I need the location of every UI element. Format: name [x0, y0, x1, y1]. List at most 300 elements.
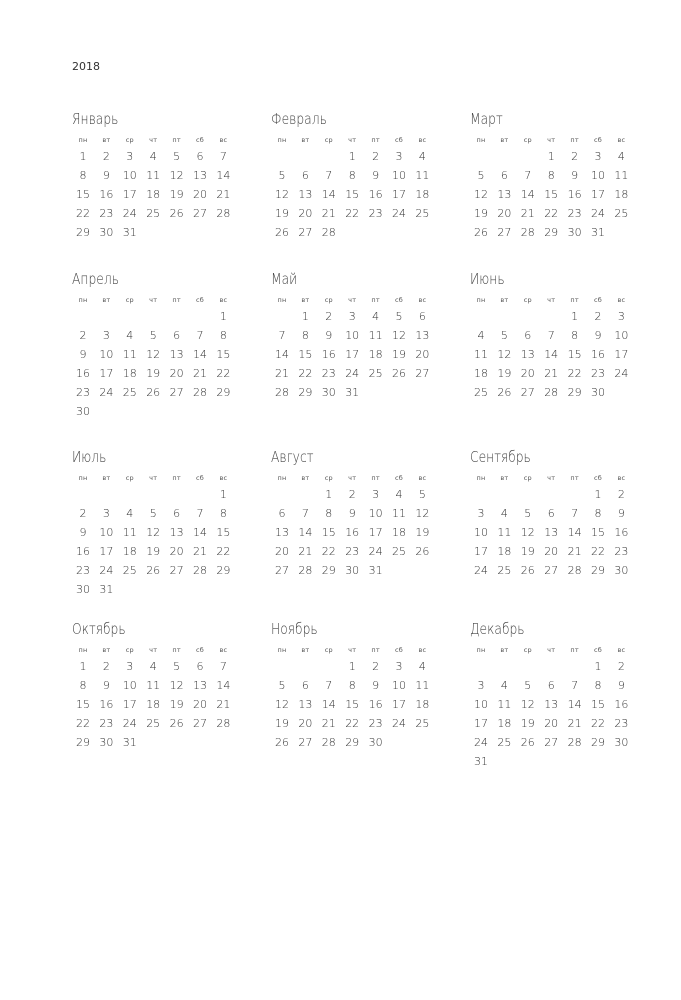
day-cell: 12	[520, 698, 535, 711]
day-cell: 18	[614, 188, 629, 201]
day-cell: 8	[79, 169, 87, 182]
day-cell: 17	[614, 348, 629, 361]
day-cell: 9	[79, 526, 87, 539]
day-cell: 17	[392, 188, 406, 201]
weekday-header: пт	[371, 474, 380, 482]
day-cell: 7	[325, 679, 333, 692]
weekday-header: пн	[78, 646, 88, 654]
day-cell: 20	[275, 545, 289, 558]
weekday-header: пн	[476, 646, 486, 654]
day-cell: 14	[321, 698, 336, 711]
day-cell: 2	[372, 660, 380, 673]
month-days	[271, 290, 439, 410]
day-cell: 14	[520, 188, 535, 201]
day-cell: 29	[216, 386, 231, 399]
day-cell: 23	[614, 717, 629, 730]
day-cell: 23	[567, 207, 582, 220]
month-days	[470, 290, 638, 410]
day-cell: 27	[275, 564, 289, 577]
day-cell: 5	[278, 169, 286, 182]
day-cell: 22	[216, 545, 231, 558]
day-cell: 2	[617, 488, 625, 501]
day-cell: 25	[497, 564, 512, 577]
day-cell: 5	[524, 507, 532, 520]
day-cell: 7	[219, 150, 227, 163]
day-cell: 23	[368, 207, 383, 220]
weekday-header: сб	[594, 646, 602, 654]
day-cell: 25	[146, 207, 161, 220]
day-cell: 14	[567, 698, 582, 711]
day-cell: 28	[520, 226, 535, 239]
day-cell: 9	[617, 679, 625, 692]
day-cell: 29	[567, 386, 582, 399]
day-cell: 30	[76, 405, 90, 418]
day-cell: 22	[345, 207, 360, 220]
day-cell: 1	[219, 310, 227, 323]
weekday-header: вс	[617, 136, 626, 144]
day-cell: 3	[102, 329, 110, 342]
weekday-header: чт	[547, 296, 556, 304]
day-cell: 9	[325, 329, 333, 342]
day-cell: 3	[395, 150, 403, 163]
month-name: Декабрь	[470, 620, 525, 638]
day-cell: 17	[122, 698, 137, 711]
weekday-header: сб	[395, 646, 403, 654]
day-cell: 4	[149, 660, 157, 673]
day-cell: 28	[298, 564, 313, 577]
day-cell: 25	[122, 564, 137, 577]
day-cell: 19	[392, 348, 406, 361]
day-cell: 25	[368, 367, 383, 380]
day-cell: 24	[99, 386, 114, 399]
day-cell: 18	[122, 367, 137, 380]
weekday-header: вт	[500, 474, 509, 482]
day-cell: 29	[591, 736, 605, 749]
month-block	[271, 268, 439, 410]
day-cell: 11	[368, 329, 383, 342]
day-cell: 2	[79, 329, 87, 342]
weekday-header: вт	[500, 136, 509, 144]
day-cell: 21	[193, 545, 207, 558]
day-cell: 25	[614, 207, 629, 220]
day-cell: 2	[102, 660, 110, 673]
day-cell: 11	[415, 169, 430, 182]
day-cell: 14	[193, 348, 207, 361]
day-cell: 9	[102, 169, 110, 182]
weekday-header: ср	[523, 474, 532, 482]
month-days	[72, 290, 240, 418]
weekday-header: вт	[102, 136, 111, 144]
day-cell: 19	[520, 717, 535, 730]
month-block	[470, 446, 638, 588]
day-cell: 2	[348, 488, 356, 501]
weekday-header: чт	[149, 296, 158, 304]
day-cell: 24	[99, 564, 114, 577]
day-cell: 15	[216, 348, 231, 361]
weekday-header: пн	[476, 296, 486, 304]
day-cell: 11	[392, 507, 406, 520]
day-cell: 18	[415, 698, 430, 711]
day-cell: 3	[372, 488, 380, 501]
weekday-header: ср	[125, 296, 134, 304]
day-cell: 15	[345, 698, 360, 711]
weekday-header: ср	[125, 646, 134, 654]
day-cell: 18	[146, 188, 161, 201]
weekday-header: пт	[570, 136, 579, 144]
day-cell: 20	[298, 717, 313, 730]
day-cell: 9	[348, 507, 356, 520]
day-cell: 20	[520, 367, 535, 380]
weekday-header: вт	[102, 474, 111, 482]
day-cell: 2	[79, 507, 87, 520]
weekday-header: чт	[547, 136, 556, 144]
weekday-header: пн	[277, 646, 287, 654]
day-cell: 8	[348, 169, 356, 182]
day-cell: 19	[415, 526, 430, 539]
day-cell: 4	[126, 507, 134, 520]
day-cell: 31	[474, 755, 488, 768]
day-cell: 2	[372, 150, 380, 163]
day-cell: 11	[122, 526, 137, 539]
day-cell: 6	[196, 150, 204, 163]
day-cell: 10	[614, 329, 629, 342]
day-cell: 18	[368, 348, 383, 361]
day-cell: 3	[126, 660, 134, 673]
weekday-header: ср	[125, 474, 134, 482]
day-cell: 22	[544, 207, 559, 220]
month-name: Январь	[72, 110, 119, 128]
month-name: Февраль	[271, 110, 327, 128]
day-cell: 1	[301, 310, 309, 323]
day-cell: 16	[345, 526, 360, 539]
day-cell: 10	[392, 169, 406, 182]
day-cell: 13	[544, 526, 559, 539]
day-cell: 18	[497, 545, 512, 558]
month-days	[72, 468, 240, 596]
day-cell: 28	[544, 386, 559, 399]
day-cell: 17	[122, 188, 137, 201]
day-cell: 11	[497, 526, 512, 539]
day-cell: 4	[500, 679, 508, 692]
day-cell: 1	[547, 150, 555, 163]
day-cell: 16	[368, 698, 383, 711]
day-cell: 2	[325, 310, 333, 323]
day-cell: 22	[567, 367, 582, 380]
weekday-header: пн	[277, 136, 287, 144]
weekday-header: чт	[348, 646, 357, 654]
weekday-header: вт	[301, 646, 310, 654]
day-cell: 26	[146, 386, 161, 399]
day-cell: 23	[76, 386, 90, 399]
day-cell: 21	[275, 367, 289, 380]
day-cell: 8	[547, 169, 555, 182]
day-cell: 12	[474, 188, 488, 201]
weekday-header: пт	[570, 646, 579, 654]
day-cell: 9	[79, 348, 87, 361]
day-cell: 28	[193, 386, 207, 399]
day-cell: 19	[146, 545, 161, 558]
day-cell: 18	[497, 717, 512, 730]
day-cell: 30	[345, 564, 360, 577]
day-cell: 29	[591, 564, 605, 577]
day-cell: 3	[477, 679, 485, 692]
day-cell: 28	[321, 226, 336, 239]
day-cell: 13	[298, 188, 313, 201]
month-name: Ноябрь	[271, 620, 318, 638]
day-cell: 11	[474, 348, 488, 361]
day-cell: 1	[79, 660, 87, 673]
weekday-header: сб	[196, 646, 204, 654]
day-cell: 4	[500, 507, 508, 520]
day-cell: 8	[79, 679, 87, 692]
day-cell: 1	[571, 310, 579, 323]
day-cell: 27	[298, 226, 313, 239]
weekday-header: сб	[594, 296, 602, 304]
day-cell: 15	[544, 188, 559, 201]
day-cell: 5	[524, 679, 532, 692]
day-cell: 14	[193, 526, 207, 539]
day-cell: 22	[591, 717, 605, 730]
day-cell: 25	[474, 386, 488, 399]
day-cell: 8	[594, 507, 602, 520]
day-cell: 13	[415, 329, 430, 342]
day-cell: 23	[321, 367, 336, 380]
weekday-header: вт	[102, 646, 111, 654]
day-cell: 23	[591, 367, 605, 380]
day-cell: 5	[477, 169, 485, 182]
day-cell: 29	[76, 736, 90, 749]
day-cell: 27	[544, 564, 559, 577]
day-cell: 25	[497, 736, 512, 749]
day-cell: 26	[520, 564, 535, 577]
weekday-header: сб	[395, 474, 403, 482]
day-cell: 3	[477, 507, 485, 520]
day-cell: 14	[544, 348, 559, 361]
day-cell: 30	[368, 736, 383, 749]
day-cell: 4	[418, 150, 426, 163]
weekday-header: ср	[125, 136, 134, 144]
day-cell: 15	[298, 348, 313, 361]
day-cell: 19	[497, 367, 512, 380]
day-cell: 11	[146, 169, 161, 182]
day-cell: 21	[520, 207, 535, 220]
weekday-header: вс	[219, 646, 228, 654]
day-cell: 4	[477, 329, 485, 342]
day-cell: 8	[571, 329, 579, 342]
day-cell: 26	[275, 736, 289, 749]
day-cell: 25	[122, 386, 137, 399]
day-cell: 24	[474, 736, 488, 749]
day-cell: 17	[474, 717, 488, 730]
day-cell: 13	[169, 348, 184, 361]
day-cell: 19	[146, 367, 161, 380]
weekday-header: сб	[395, 136, 403, 144]
day-cell: 6	[547, 507, 555, 520]
weekday-header: вс	[418, 136, 427, 144]
day-cell: 27	[193, 207, 207, 220]
day-cell: 22	[76, 717, 90, 730]
day-cell: 21	[298, 545, 313, 558]
day-cell: 15	[76, 698, 90, 711]
day-cell: 21	[216, 188, 231, 201]
day-cell: 19	[275, 207, 289, 220]
month-name: Август	[271, 448, 314, 466]
day-cell: 20	[497, 207, 512, 220]
day-cell: 24	[392, 207, 406, 220]
day-cell: 21	[193, 367, 207, 380]
weekday-header: пн	[277, 296, 287, 304]
day-cell: 14	[216, 679, 231, 692]
day-cell: 29	[76, 226, 90, 239]
day-cell: 12	[520, 526, 535, 539]
month-name: Октябрь	[72, 620, 126, 638]
day-cell: 31	[591, 226, 605, 239]
day-cell: 22	[298, 367, 313, 380]
day-cell: 26	[169, 717, 184, 730]
day-cell: 21	[544, 367, 559, 380]
day-cell: 14	[275, 348, 289, 361]
day-cell: 2	[594, 310, 602, 323]
day-cell: 23	[76, 564, 90, 577]
day-cell: 6	[500, 169, 508, 182]
weekday-header: пн	[277, 474, 287, 482]
day-cell: 13	[298, 698, 313, 711]
day-cell: 29	[216, 564, 231, 577]
day-cell: 14	[216, 169, 231, 182]
day-cell: 24	[345, 367, 360, 380]
day-cell: 15	[76, 188, 90, 201]
day-cell: 6	[301, 679, 309, 692]
month-block	[72, 618, 240, 760]
weekday-header: вт	[301, 136, 310, 144]
day-cell: 5	[149, 507, 157, 520]
day-cell: 11	[415, 679, 430, 692]
day-cell: 8	[325, 507, 333, 520]
day-cell: 11	[614, 169, 629, 182]
day-cell: 20	[169, 545, 184, 558]
weekday-header: ср	[523, 136, 532, 144]
month-block	[271, 108, 439, 250]
day-cell: 28	[321, 736, 336, 749]
month-block	[470, 618, 638, 768]
weekday-header: вт	[500, 296, 509, 304]
day-cell: 21	[567, 545, 582, 558]
day-cell: 3	[126, 150, 134, 163]
weekday-header: вс	[418, 474, 427, 482]
day-cell: 31	[122, 226, 137, 239]
weekday-header: пт	[570, 474, 579, 482]
month-block	[271, 618, 439, 760]
day-cell: 22	[591, 545, 605, 558]
day-cell: 10	[474, 526, 488, 539]
day-cell: 9	[372, 169, 380, 182]
day-cell: 5	[500, 329, 508, 342]
day-cell: 9	[372, 679, 380, 692]
day-cell: 16	[99, 188, 114, 201]
day-cell: 4	[418, 660, 426, 673]
weekday-header: ср	[523, 296, 532, 304]
day-cell: 3	[594, 150, 602, 163]
day-cell: 1	[219, 488, 227, 501]
day-cell: 19	[520, 545, 535, 558]
day-cell: 3	[395, 660, 403, 673]
weekday-header: сб	[395, 296, 403, 304]
day-cell: 26	[275, 226, 289, 239]
day-cell: 20	[193, 698, 207, 711]
day-cell: 12	[146, 348, 161, 361]
day-cell: 31	[345, 386, 360, 399]
day-cell: 27	[544, 736, 559, 749]
day-cell: 21	[321, 207, 336, 220]
day-cell: 20	[415, 348, 430, 361]
day-cell: 30	[76, 583, 90, 596]
day-cell: 18	[122, 545, 137, 558]
day-cell: 16	[614, 698, 629, 711]
day-cell: 7	[301, 507, 309, 520]
day-cell: 6	[173, 329, 181, 342]
day-cell: 10	[122, 679, 137, 692]
day-cell: 29	[345, 736, 360, 749]
weekday-header: пн	[78, 474, 88, 482]
day-cell: 12	[392, 329, 406, 342]
day-cell: 5	[149, 329, 157, 342]
weekday-header: вт	[301, 296, 310, 304]
weekday-header: сб	[594, 136, 602, 144]
weekday-header: пт	[371, 646, 380, 654]
month-days	[470, 468, 638, 588]
weekday-header: вт	[102, 296, 111, 304]
day-cell: 9	[594, 329, 602, 342]
day-cell: 12	[169, 169, 184, 182]
day-cell: 10	[392, 679, 406, 692]
weekday-header: чт	[149, 136, 158, 144]
day-cell: 31	[99, 583, 114, 596]
day-cell: 6	[301, 169, 309, 182]
day-cell: 3	[348, 310, 356, 323]
day-cell: 3	[617, 310, 625, 323]
day-cell: 7	[278, 329, 286, 342]
month-block	[72, 268, 240, 418]
day-cell: 6	[547, 679, 555, 692]
weekday-header: пн	[78, 136, 88, 144]
day-cell: 1	[348, 660, 356, 673]
day-cell: 12	[415, 507, 430, 520]
day-cell: 2	[617, 660, 625, 673]
day-cell: 20	[193, 188, 207, 201]
day-cell: 6	[524, 329, 532, 342]
day-cell: 18	[474, 367, 488, 380]
day-cell: 6	[196, 660, 204, 673]
month-name: Сентябрь	[470, 448, 531, 466]
day-cell: 6	[418, 310, 426, 323]
day-cell: 10	[591, 169, 605, 182]
day-cell: 8	[348, 679, 356, 692]
day-cell: 14	[567, 526, 582, 539]
day-cell: 13	[193, 169, 207, 182]
day-cell: 30	[567, 226, 582, 239]
day-cell: 19	[169, 188, 184, 201]
day-cell: 28	[567, 564, 582, 577]
day-cell: 7	[325, 169, 333, 182]
day-cell: 27	[415, 367, 430, 380]
day-cell: 9	[571, 169, 579, 182]
weekday-header: пн	[78, 296, 88, 304]
day-cell: 30	[321, 386, 336, 399]
day-cell: 23	[368, 717, 383, 730]
day-cell: 19	[275, 717, 289, 730]
month-name: Март	[470, 110, 503, 128]
weekday-header: чт	[149, 474, 158, 482]
